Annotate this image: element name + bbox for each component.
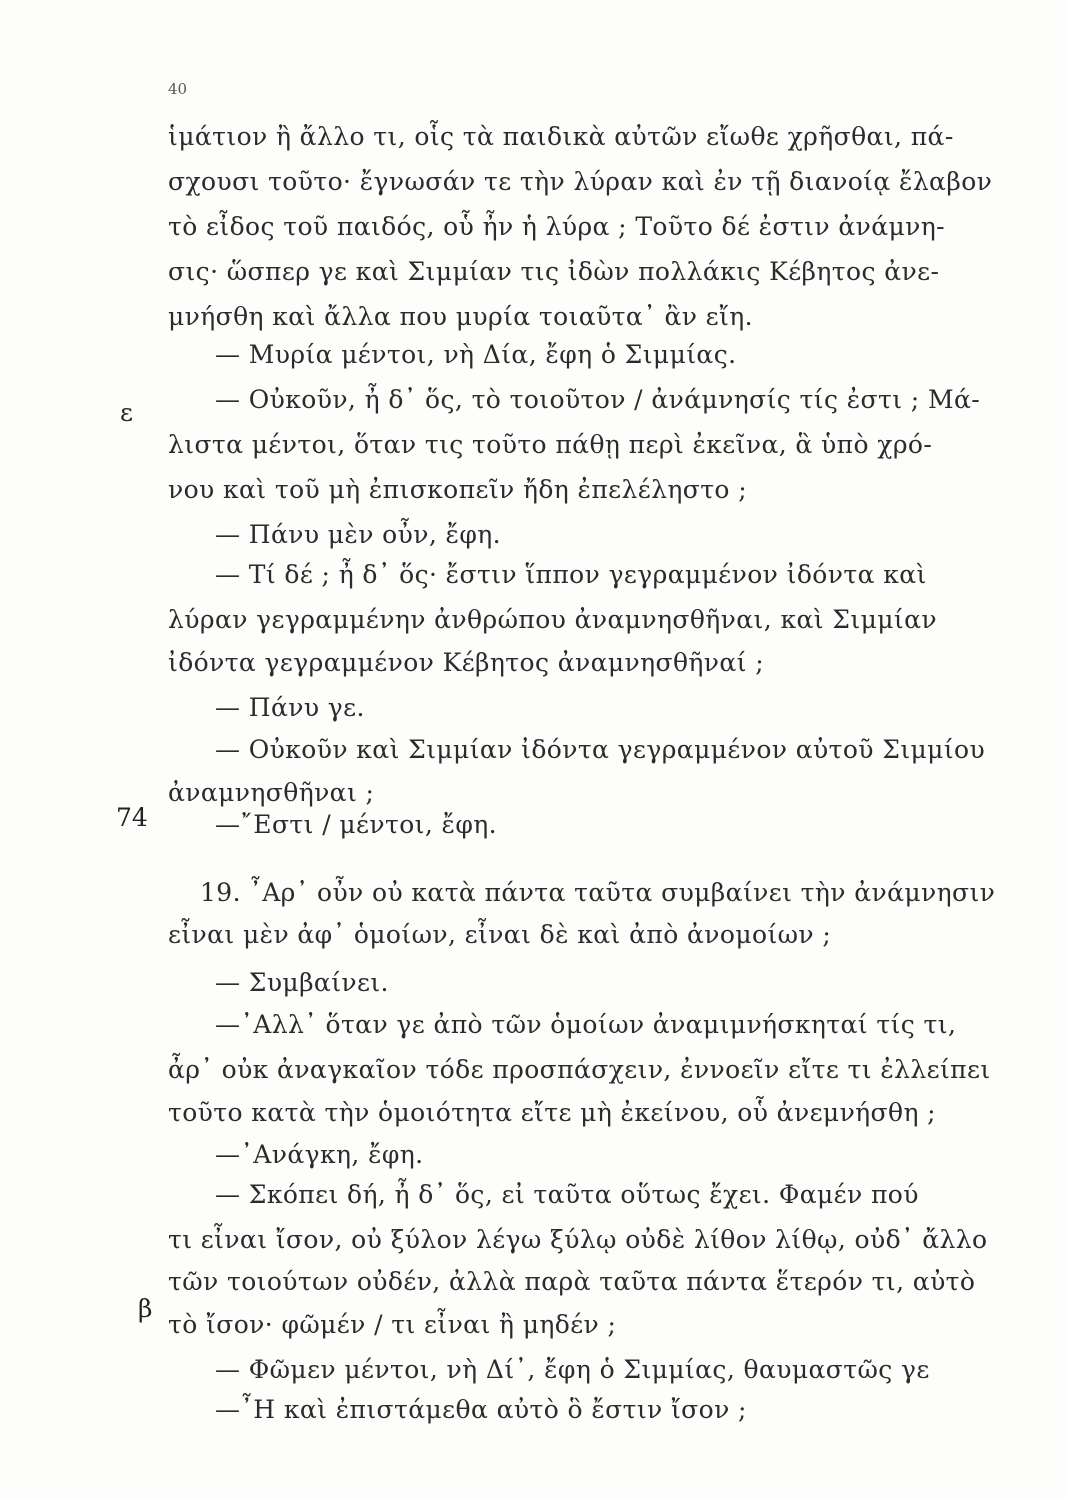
- text-line: εἶναι μὲν ἀφ᾽ ὁμοίων, εἶναι δὲ καὶ ἀπὸ ἀνομοίων ;: [168, 920, 832, 949]
- text-line: σις· ὥσπερ γε καὶ Σιμμίαν τις ἰδὼν πολλάκις Κέβητος ἀνε-: [168, 257, 940, 286]
- page-number: 40: [168, 80, 188, 98]
- text-line: — Μυρία μέντοι, νὴ Δία, ἔφη ὁ Σιμμίας.: [215, 340, 737, 369]
- text-line: τὸ ἴσον· φῶμέν / τι εἶναι ἢ μηδέν ;: [168, 1310, 617, 1339]
- text-line: σχουσι τοῦτο· ἔγνωσάν τε τὴν λύραν καὶ ἐν τῇ διανοίᾳ ἔλαβον: [168, 167, 993, 196]
- text-line: — Οὐκοῦν, ἦ δ᾽ ὅς, τὸ τοιοῦτον / ἀνάμνησίς τίς ἐστι ; Μά-: [215, 385, 981, 414]
- text-line: ἆρ᾽ οὐκ ἀναγκαῖον τόδε προσπάσχειν, ἐννοεῖν εἴτε τι ἐλλείπει: [168, 1055, 991, 1084]
- text-line: —῎Εστι / μέντοι, ἔφη.: [215, 810, 497, 839]
- text-line: ἀναμνησθῆναι ;: [168, 778, 375, 807]
- text-line: —᾽Ανάγκη, ἔφη.: [215, 1140, 424, 1169]
- text-line: νου καὶ τοῦ μὴ ἐπισκοπεῖν ἤδη ἐπελέληστο ;: [168, 475, 748, 504]
- text-line: —῏Η καὶ ἐπιστάμεθα αὐτὸ ὃ ἔστιν ἴσον ;: [215, 1395, 747, 1424]
- text-line: — Οὐκοῦν καὶ Σιμμίαν ἰδόντα γεγραμμένον αὐτοῦ Σιμμίου: [215, 735, 986, 764]
- text-line: — Σκόπει δή, ἦ δ᾽ ὅς, εἰ ταῦτα οὕτως ἔχει. Φαμέν πού: [215, 1180, 919, 1209]
- text-line: τῶν τοιούτων οὐδέν, ἀλλὰ παρὰ ταῦτα πάντα ἕτερόν τι, αὐτὸ: [168, 1267, 976, 1296]
- text-line: — Φῶμεν μέντοι, νὴ Δί᾽, ἔφη ὁ Σιμμίας, θαυμαστῶς γε: [215, 1355, 930, 1384]
- text-line: — Πάνυ μὲν οὖν, ἔφη.: [215, 520, 501, 549]
- margin-number-74: 74: [116, 803, 148, 832]
- text-line: μνήσθη καὶ ἄλλα που μυρία τοιαῦτα᾽ ἂν εἴη.: [168, 302, 753, 331]
- text-line: — Συμβαίνει.: [215, 968, 389, 997]
- text-line: λύραν γεγραμμένην ἀνθρώπου ἀναμνησθῆναι, καὶ Σιμμίαν: [168, 605, 937, 634]
- text-line: ἱμάτιον ἢ ἄλλο τι, οἷς τὰ παιδικὰ αὐτῶν εἴωθε χρῆσθαι, πά-: [168, 122, 954, 151]
- text-line: τὸ εἶδος τοῦ παιδός, οὗ ἦν ἡ λύρα ; Τοῦτο δέ ἐστιν ἀνάμνη-: [168, 212, 945, 241]
- text-line: — Πάνυ γε.: [215, 693, 365, 722]
- margin-letter-b: β: [138, 1294, 153, 1323]
- text-line: ἰδόντα γεγραμμένον Κέβητος ἀναμνησθῆναί ;: [168, 648, 765, 677]
- text-line: 19. ῏Αρ᾽ οὖν οὐ κατὰ πάντα ταῦτα συμβαίνει τὴν ἀνάμνησιν: [200, 878, 996, 907]
- text-line: τι εἶναι ἴσον, οὐ ξύλον λέγω ξύλῳ οὐδὲ λίθον λίθῳ, οὐδ᾽ ἄλλο: [168, 1225, 988, 1254]
- text-line: —᾽Αλλ᾽ ὅταν γε ἀπὸ τῶν ὁμοίων ἀναμιμνήσκηταί τίς τι,: [215, 1010, 957, 1039]
- text-line: — Τί δέ ; ἦ δ᾽ ὅς· ἔστιν ἵππον γεγραμμένον ἰδόντα καὶ: [215, 560, 927, 589]
- text-line: τοῦτο κατὰ τὴν ὁμοιότητα εἴτε μὴ ἐκείνου, οὗ ἀνεμνήσθη ;: [168, 1098, 937, 1127]
- text-line: λιστα μέντοι, ὅταν τις τοῦτο πάθῃ περὶ ἐκεῖνα, ἃ ὑπὸ χρό-: [168, 430, 933, 459]
- margin-letter-e: ε: [120, 398, 133, 427]
